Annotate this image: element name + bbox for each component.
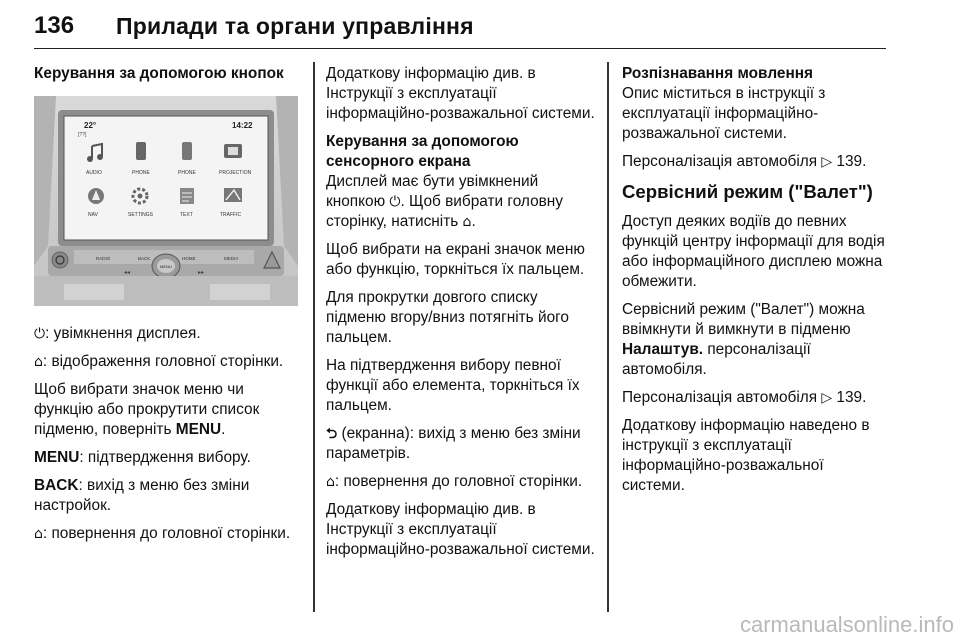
screen-time: 14:22 — [232, 121, 253, 130]
paragraph: Додаткову інформацію див. в Інструкції з експлуатації інформаційно-розважальної системи. — [326, 501, 595, 558]
seek-forward-icon: ▸▸ — [198, 269, 205, 276]
screen-temp-sub: [??] — [78, 132, 87, 138]
paragraph: Доступ деяких водіїв до певних функцій центру інформації для водія або інформаційного дисплею можна обмежити. — [622, 213, 885, 290]
power-icon: ⏻ — [389, 194, 401, 210]
icon-label-settings: SETTINGS — [128, 212, 154, 218]
traffic-icon — [224, 188, 242, 202]
icon-label-phone-2: PHONE — [178, 170, 196, 176]
phone-icon — [136, 142, 146, 160]
paragraph: BACK: вихід з меню без зміни настройок. — [34, 477, 250, 514]
column-divider — [607, 62, 609, 612]
back-arrow-icon: ⮌ — [326, 426, 338, 442]
paragraph: Щоб вибрати на екрані значок меню або функцію, торкніться їх пальцем. — [326, 241, 585, 278]
button-label-home: HOME — [182, 256, 196, 261]
home-icon: ⌂ — [326, 474, 335, 490]
power-icon: ⏻ — [34, 326, 46, 342]
paragraph: ⌂: повернення до головної сторінки. — [326, 473, 583, 490]
home-icon: ⌂ — [34, 354, 43, 370]
paragraph: ⌂: відображення головної сторінки. — [34, 353, 284, 370]
paragraph: Опис міститься в інструкції з експлуатації інформаційно-розважальної системи. — [622, 85, 826, 142]
watermark: carmanualsonline.info — [739, 612, 954, 637]
screen-temperature: 22° — [84, 121, 97, 130]
paragraph: Додаткову інформацію наведено в інструкції з експлуатації інформаційно-розважальної системи. — [622, 417, 870, 494]
paragraph: Щоб вибрати значок меню чи функцію або прокрутити список підменю, поверніть MENU. — [34, 381, 260, 438]
paragraph: Додаткову інформацію див. в Інструкції з експлуатації інформаційно-розважальної системи. — [326, 65, 595, 122]
home-icon: ⌂ — [462, 214, 472, 230]
paragraph: Персоналізація автомобіля ▷ 139. — [622, 153, 867, 170]
button-label-radio: RADIO — [96, 256, 111, 261]
button-label-back: BACK — [138, 256, 151, 261]
page-header — [34, 10, 886, 49]
column-2 — [326, 64, 596, 568]
phone-icon — [182, 142, 192, 160]
page-ref-icon: ▷ — [821, 390, 833, 406]
paragraph: ⮌ (екранна): вихід з меню без зміни параметрів. — [326, 425, 581, 462]
page-title: Прилади та органи управління — [116, 13, 474, 39]
paragraph: ⌂: повернення до головної сторінки. — [34, 525, 291, 542]
paragraph: Сервісний режим ("Валет") можна ввімкнути й вимкнути в підменю Налаштув. персоналізації автомобіля. — [622, 301, 865, 378]
paragraph: Персоналізація автомобіля ▷ 139. — [622, 389, 867, 406]
section-heading-touchscreen: Керування за допомогою сенсорного екрана — [326, 133, 519, 170]
paragraph: Для прокрутки довгого списку підменю вгору/вниз потягніть його пальцем. — [326, 289, 569, 346]
page-number: 136 — [34, 12, 75, 39]
section-heading-valet: Сервісний режим ("Валет") — [622, 181, 873, 202]
knob-label-menu: MENU — [160, 264, 172, 269]
section-heading-buttons: Керування за допомогою кнопок — [34, 65, 284, 82]
icon-label-phone-1: PHONE — [132, 170, 150, 176]
paragraph: Дисплей має бути увімкнений кнопкою ⏻. Щоб вибрати головну сторінку, натисніть ⌂. — [326, 173, 564, 230]
icon-label-traffic: TRAFFIC — [220, 212, 242, 218]
column-1 — [34, 64, 300, 552]
paragraph: На підтвердження вибору певної функції або елемента, торкніться їх пальцем. — [326, 357, 580, 414]
icon-label-nav: NAV — [88, 212, 98, 218]
projection-icon — [224, 144, 242, 158]
power-button[interactable] — [52, 252, 68, 268]
icon-label-audio: AUDIO — [86, 170, 102, 176]
page-ref-icon: ▷ — [821, 154, 833, 170]
column-divider — [313, 62, 315, 612]
home-icon: ⌂ — [34, 526, 43, 542]
column-3 — [622, 64, 890, 504]
icon-label-text: TEXT — [180, 212, 193, 218]
infotainment-figure — [34, 96, 298, 306]
paragraph: ⏻: увімкнення дисплея. — [34, 325, 201, 342]
paragraph: MENU: підтвердження вибору. — [34, 449, 251, 466]
button-label-media: MEDIA — [224, 256, 239, 261]
section-heading-speech: Розпізнавання мовлення — [622, 65, 814, 82]
icon-label-projection: PROJECTION — [219, 170, 252, 176]
seek-back-icon: ◂◂ — [124, 269, 131, 276]
compass-icon — [88, 188, 104, 204]
text-icon — [180, 188, 194, 204]
